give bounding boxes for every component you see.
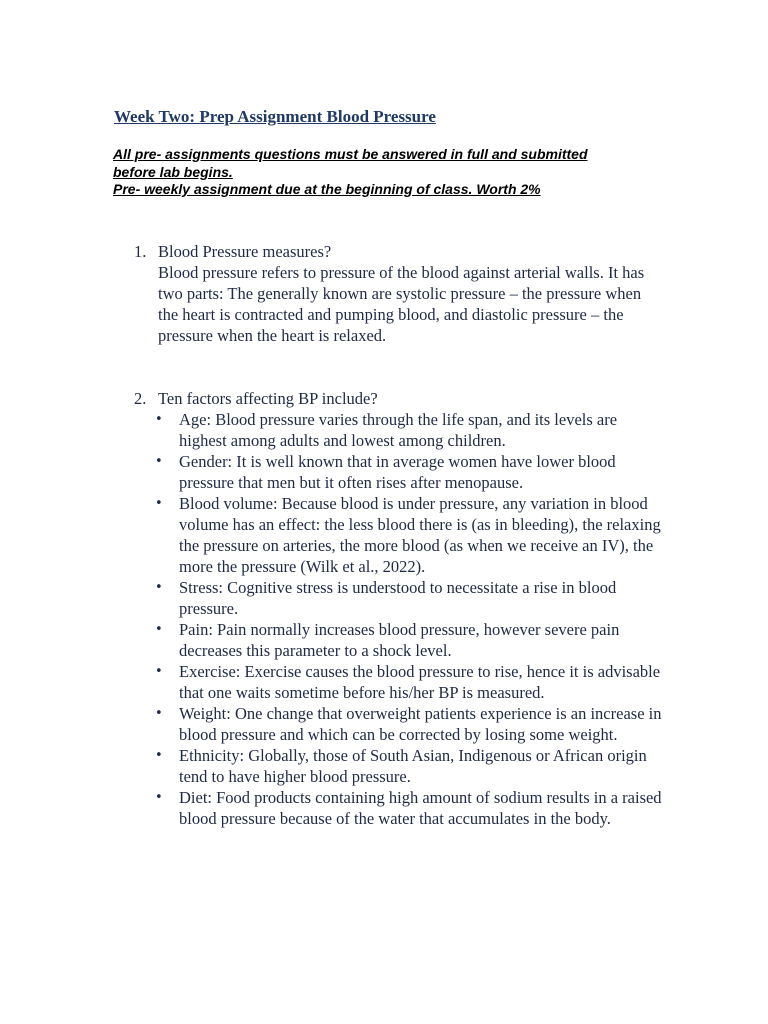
list-item: [134, 577, 664, 619]
question-text: Blood Pressure measures?: [158, 242, 332, 261]
question-text: Ten factors affecting BP include?: [158, 389, 378, 408]
bullet-icon: •: [155, 496, 163, 511]
bullet-icon: •: [155, 664, 163, 679]
factor-text: Pain: Pain normally increases blood pressure, however severe pain decreases this parameter to a shock level.: [179, 620, 620, 660]
list-item: [134, 745, 664, 787]
document-title: Week Two: Prep Assignment Blood Pressure: [114, 107, 436, 126]
assignment-notice: [113, 146, 653, 199]
bullet-icon: •: [155, 748, 163, 763]
factor-text: Blood volume: Because blood is under pressure, any variation in blood volume has an effect: the less blood there is (as in bleeding), the relaxing the pressure on arteries, the more blood (as when we receive an IV), the more the pressure (Wilk et al., 2022).: [179, 494, 661, 576]
notice-line: All pre- assignments questions must be answered in full and submitted: [113, 146, 588, 162]
question-1: [134, 241, 664, 346]
list-item: [134, 493, 664, 577]
notice-line: Pre- weekly assignment due at the beginning of class. Worth 2%: [113, 181, 541, 197]
factor-text: Exercise: Exercise causes the blood pressure to rise, hence it is advisable that one waits sometime before his/her BP is measured.: [179, 662, 661, 702]
list-item: [134, 787, 664, 829]
factor-text: Weight: One change that overweight patients experience is an increase in blood pressure and which can be corrected by losing some weight.: [179, 704, 662, 744]
list-item: [134, 703, 664, 745]
factor-text: Stress: Cognitive stress is understood to necessitate a rise in blood pressure.: [179, 578, 617, 618]
factor-text: Age: Blood pressure varies through the life span, and its levels are highest among adults and lowest among children.: [179, 410, 618, 450]
question-number: 2.: [134, 389, 147, 408]
bullet-icon: •: [155, 790, 163, 805]
bullet-icon: •: [155, 580, 163, 595]
list-item: [134, 661, 664, 703]
question-answer: Blood pressure refers to pressure of the blood against arterial walls. It has two parts: The generally known are systolic pressure – the pressure when the heart is contracted and pumping blood, and diastolic pressure – the pressure when the heart is relaxed.: [158, 263, 645, 345]
list-item: [134, 451, 664, 493]
factor-text: Ethnicity: Globally, those of South Asian, Indigenous or African origin tend to have higher blood pressure.: [179, 746, 647, 786]
list-item: [134, 409, 664, 451]
factor-text: Diet: Food products containing high amount of sodium results in a raised blood pressure because of the water that accumulates in the body.: [179, 788, 662, 828]
notice-line: before lab begins.: [113, 163, 233, 180]
factor-text: Gender: It is well known that in average women have lower blood pressure that men but it often rises after menopause.: [179, 452, 616, 492]
bullet-icon: •: [155, 412, 163, 427]
bullet-icon: •: [155, 622, 163, 637]
bullet-icon: •: [155, 454, 163, 469]
question-list: [134, 241, 664, 829]
question-2: [134, 388, 664, 409]
list-item: [134, 619, 664, 661]
bullet-icon: •: [155, 706, 163, 721]
question-number: 1.: [134, 242, 147, 261]
factor-list: [134, 409, 664, 829]
